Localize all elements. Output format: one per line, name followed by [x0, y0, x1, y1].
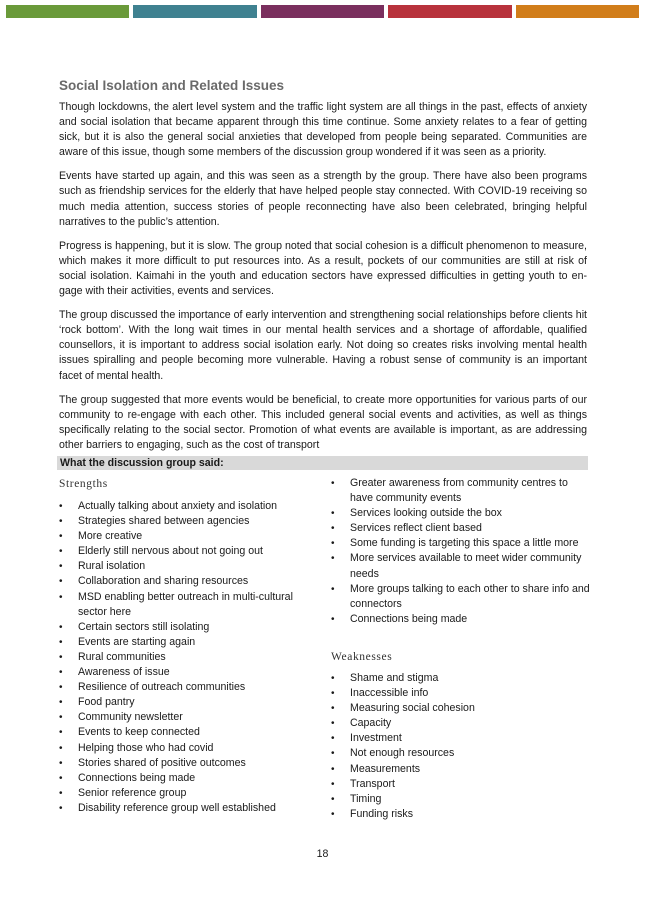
list-item-text: Measurements [350, 762, 421, 775]
list-item-text: Resilience of outreach communities [78, 681, 246, 694]
list-item-text: Investment [350, 732, 402, 745]
list-item-text: Elderly still nervous about not going out [78, 545, 263, 558]
paragraph: The group discussed the importance of early intervention and strengthening social relationships before clients hit ‘rock bottom’. With the long wait times in our mental health services and a shortage of affordable, qualified counsellors, it is important to address social isolation early. Not doing so creates risks involving mental health issues spiralling and people becoming more vulnerable. Having a robust sense of community is an important facet of mental health. [59, 309, 587, 382]
list-item-text: Community newsletter [78, 711, 183, 724]
bullet-icon: • [59, 591, 63, 603]
bullet-icon: • [59, 651, 63, 663]
list-item [331, 551, 591, 581]
page-number: 18 [316, 848, 329, 860]
bullet-icon: • [59, 742, 63, 754]
list-item-text: Connections being made [350, 612, 468, 625]
bullet-icon: • [331, 763, 335, 775]
list-item [331, 792, 591, 807]
bullet-icon: • [59, 727, 63, 739]
bullet-icon: • [59, 531, 63, 543]
bullet-icon: • [331, 478, 335, 489]
list-item-text: Events to keep connected [78, 726, 200, 739]
bullet-icon: • [331, 613, 335, 625]
discussion-heading: What the discussion group said: [60, 457, 224, 469]
list-item-text: Events are starting again [78, 635, 196, 648]
strengths-continued-list [331, 476, 591, 627]
list-item-text: Services reflect client based [350, 522, 482, 535]
list-item [331, 731, 591, 746]
bullet-icon: • [331, 793, 335, 805]
list-item [59, 499, 319, 514]
list-item-text: Not enough resources [350, 747, 455, 760]
bullet-icon: • [331, 583, 335, 595]
bullet-icon: • [59, 516, 63, 528]
list-item-text: Senior reference group [78, 786, 187, 799]
list-item-text: Awareness of issue [78, 666, 170, 679]
list-item [331, 762, 591, 777]
bullet-icon: • [331, 553, 335, 565]
list-item [59, 514, 319, 529]
list-item [331, 671, 591, 686]
list-item [59, 529, 319, 544]
paragraph: The group suggested that more events would be beneficial, to create more opportunities for various parts of our community to re-engage with each other. This included general social events and activities, as well as things specifically relating to the social sector. Promotion of what events are available is important, as are addressing other barriers to engaging, such as the cost of transport [59, 393, 587, 451]
list-item-text: MSD enabling better outreach in multi-cultural sector here [78, 590, 293, 618]
list-item [59, 544, 319, 559]
list-item [331, 686, 591, 701]
right-column [331, 476, 591, 822]
discussion-heading-bar [57, 456, 588, 470]
bullet-icon: • [59, 712, 63, 724]
list-item-text: Strategies shared between agencies [78, 515, 250, 528]
bullet-icon: • [331, 523, 335, 535]
bullet-icon: • [59, 576, 63, 588]
bullet-icon: • [331, 538, 335, 550]
list-item [331, 701, 591, 716]
bullet-icon: • [59, 667, 63, 679]
list-item-text: Transport [350, 777, 395, 790]
list-item-text: Disability reference group well established [78, 801, 276, 814]
list-item [59, 590, 319, 620]
list-item-text: Some funding is targeting this space a little more [350, 537, 579, 550]
list-item [331, 476, 591, 506]
list-item [59, 620, 319, 635]
bullet-icon: • [59, 757, 63, 769]
list-item [331, 536, 591, 551]
bullet-icon: • [59, 636, 63, 648]
bullet-icon: • [59, 546, 63, 558]
bullet-icon: • [331, 778, 335, 790]
list-item-text: More creative [78, 530, 143, 543]
list-item [331, 807, 591, 822]
bullet-icon: • [59, 787, 63, 799]
header-bar-purple [261, 5, 384, 18]
list-item [59, 725, 319, 740]
list-item-text: Helping those who had covid [78, 741, 214, 754]
bullet-icon: • [331, 672, 335, 684]
list-item-text: Capacity [350, 717, 392, 730]
bullet-icon: • [331, 718, 335, 730]
list-item-text: More services available to meet wider community needs [350, 552, 582, 580]
list-item-text: Rural isolation [78, 560, 146, 573]
list-item [59, 559, 319, 574]
header-color-bar [6, 5, 639, 18]
list-item [59, 710, 319, 725]
body-text [59, 100, 587, 462]
bullet-icon: • [59, 697, 63, 709]
list-item [331, 521, 591, 536]
bullet-icon: • [59, 772, 63, 784]
header-bar-teal [133, 5, 256, 18]
bullet-icon: • [331, 688, 335, 700]
list-item [331, 506, 591, 521]
header-bar-orange [516, 5, 639, 18]
header-bar-green [6, 5, 129, 18]
list-item-text: Shame and stigma [350, 671, 439, 684]
bullet-icon: • [59, 501, 63, 512]
bullet-icon: • [59, 802, 63, 814]
list-item [331, 612, 591, 627]
bullet-icon: • [331, 703, 335, 715]
bullet-icon: • [59, 561, 63, 573]
list-item [59, 756, 319, 771]
header-bar-red [388, 5, 511, 18]
list-item-text: Collaboration and sharing resources [78, 575, 249, 588]
list-item [331, 777, 591, 792]
weaknesses-list [331, 671, 591, 822]
bullet-icon: • [59, 621, 63, 633]
list-item [59, 635, 319, 650]
list-item [59, 680, 319, 695]
list-item-text: Funding risks [350, 807, 413, 820]
list-item-text: Stories shared of positive outcomes [78, 756, 246, 769]
list-item [331, 582, 591, 612]
list-item-text: Certain sectors still isolating [78, 620, 210, 633]
list-item [59, 786, 319, 801]
bullet-icon: • [331, 748, 335, 760]
left-column [59, 478, 319, 816]
paragraph: Though lockdowns, the alert level system and the traffic light system are all things in the past, effects of anxiety and social isolation that became apparent through this time continue. Some anxiety relates to a fear of getting sick, but it is also the general social anxieties that developed from people being separated. Communities are aware of this issue, though some members of the discussion group wondered if it was seen as a priority. [59, 101, 587, 159]
bullet-icon: • [331, 808, 335, 820]
list-item [59, 574, 319, 589]
list-item-text: Timing [350, 792, 382, 805]
list-item-text: Measuring social cohesion [350, 702, 475, 715]
strengths-heading: Strengths [59, 478, 108, 490]
list-item [59, 741, 319, 756]
list-item-text: Greater awareness from community centres to have community events [350, 477, 568, 505]
bullet-icon: • [59, 682, 63, 694]
strengths-list [59, 499, 319, 816]
list-item-text: Connections being made [78, 771, 196, 784]
list-item [59, 695, 319, 710]
bullet-icon: • [331, 733, 335, 745]
list-item [331, 716, 591, 731]
list-item [331, 746, 591, 761]
paragraph: Events have started up again, and this was seen as a strength by the group. There have also been programs such as friendship services for the elderly that have helped people stay connected. With COVID-19 receiving so much media attention, success stories of people reconnecting have also been celebrated, bringing helpful narratives to the public’s attention. [59, 170, 587, 228]
weaknesses-heading: Weaknesses [331, 650, 393, 663]
list-item [59, 801, 319, 816]
list-item-text: Rural communities [78, 650, 166, 663]
paragraph: Progress is happening, but it is slow. The group noted that social cohesion is a difficult phenomenon to measure, which makes it more difficult to put resources into. As a result, pockets of our communities are still at risk of social isolation. Kaimahi in the youth and education sectors have expressed difficulties in getting youth to en- gage with their activities, events and services. [59, 239, 587, 298]
list-item-text: Food pantry [78, 696, 135, 709]
list-item [59, 771, 319, 786]
list-item-text: Actually talking about anxiety and isolation [78, 500, 278, 512]
list-item-text: Inaccessible info [350, 687, 429, 700]
list-item-text: More groups talking to each other to share info and connectors [350, 582, 590, 610]
list-item-text: Services looking outside the box [350, 507, 502, 520]
list-item [59, 665, 319, 680]
list-item [59, 650, 319, 665]
section-title: Social Isolation and Related Issues [59, 78, 285, 93]
bullet-icon: • [331, 508, 335, 520]
